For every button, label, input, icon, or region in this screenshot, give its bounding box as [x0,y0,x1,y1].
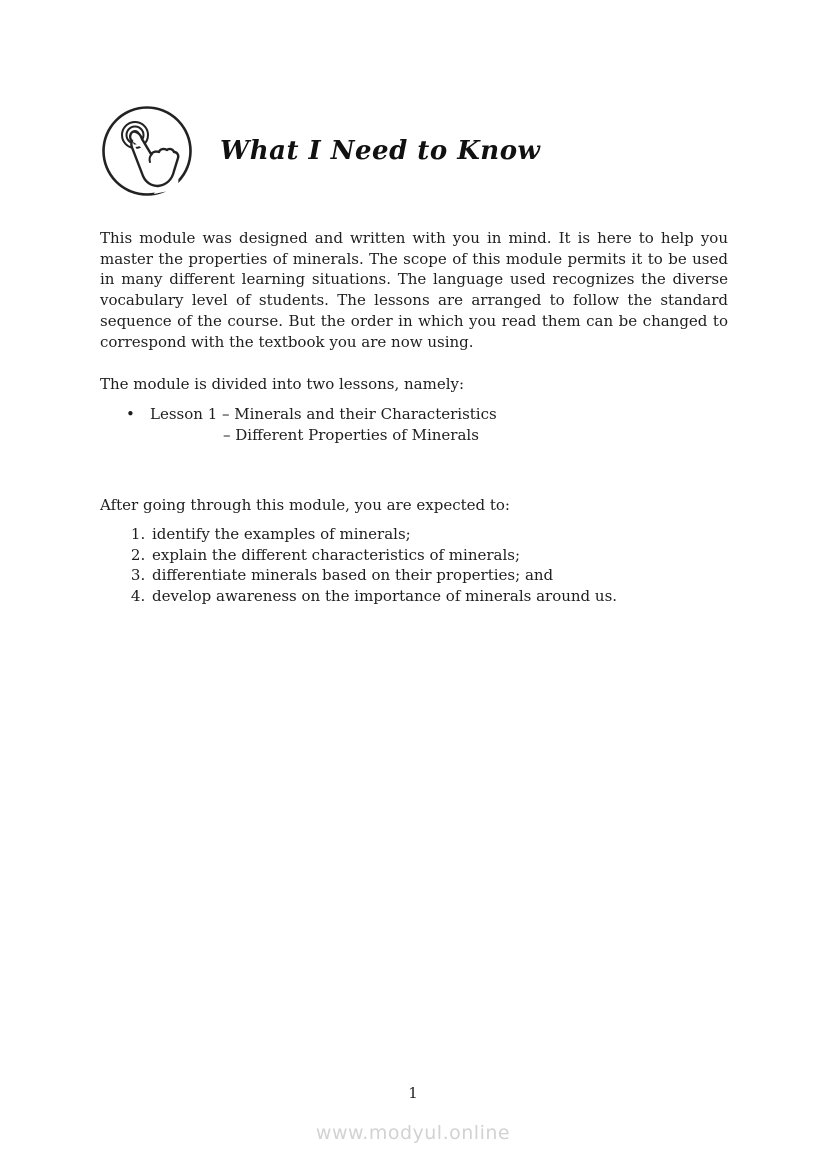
lesson-line2: – Different Properties of Minerals [223,425,479,444]
section-header [100,104,728,198]
lesson-line1: Lesson 1 – Minerals and their Characteristics [150,404,497,423]
lessons-intro: The module is divided into two lessons, namely: [100,375,465,394]
objectives-list [100,524,728,607]
page-title: What I Need to Know [220,136,541,166]
page-content [100,0,728,607]
lesson-list-item [100,404,728,445]
lesson-list [100,404,728,445]
intro-paragraph: This module was designed and written with you in mind. It is here to help you master the properties of minerals. The scope of this module permits it to be used in many different learning situations. The language used recognizes the diverse vocabulary level of students. The lessons are arranged to follow the standard sequence of the course. But the order in which you read them can be changed to correspond with the textbook you are now using. [100,229,728,351]
objective-item: 3. differentiate minerals based on their properties; and [150,565,728,586]
tap-hand-icon [100,104,194,198]
objectives-intro: After going through this module, you are expected to: [100,496,510,515]
objective-item: 4. develop awareness on the importance of minerals around us. [150,586,728,607]
watermark: www.modyul.online [315,1122,511,1144]
page-number: 1 [408,1084,418,1102]
objective-item: 1. identify the examples of minerals; [150,524,728,545]
objective-item: 2. explain the different characteristics of minerals; [150,545,728,566]
